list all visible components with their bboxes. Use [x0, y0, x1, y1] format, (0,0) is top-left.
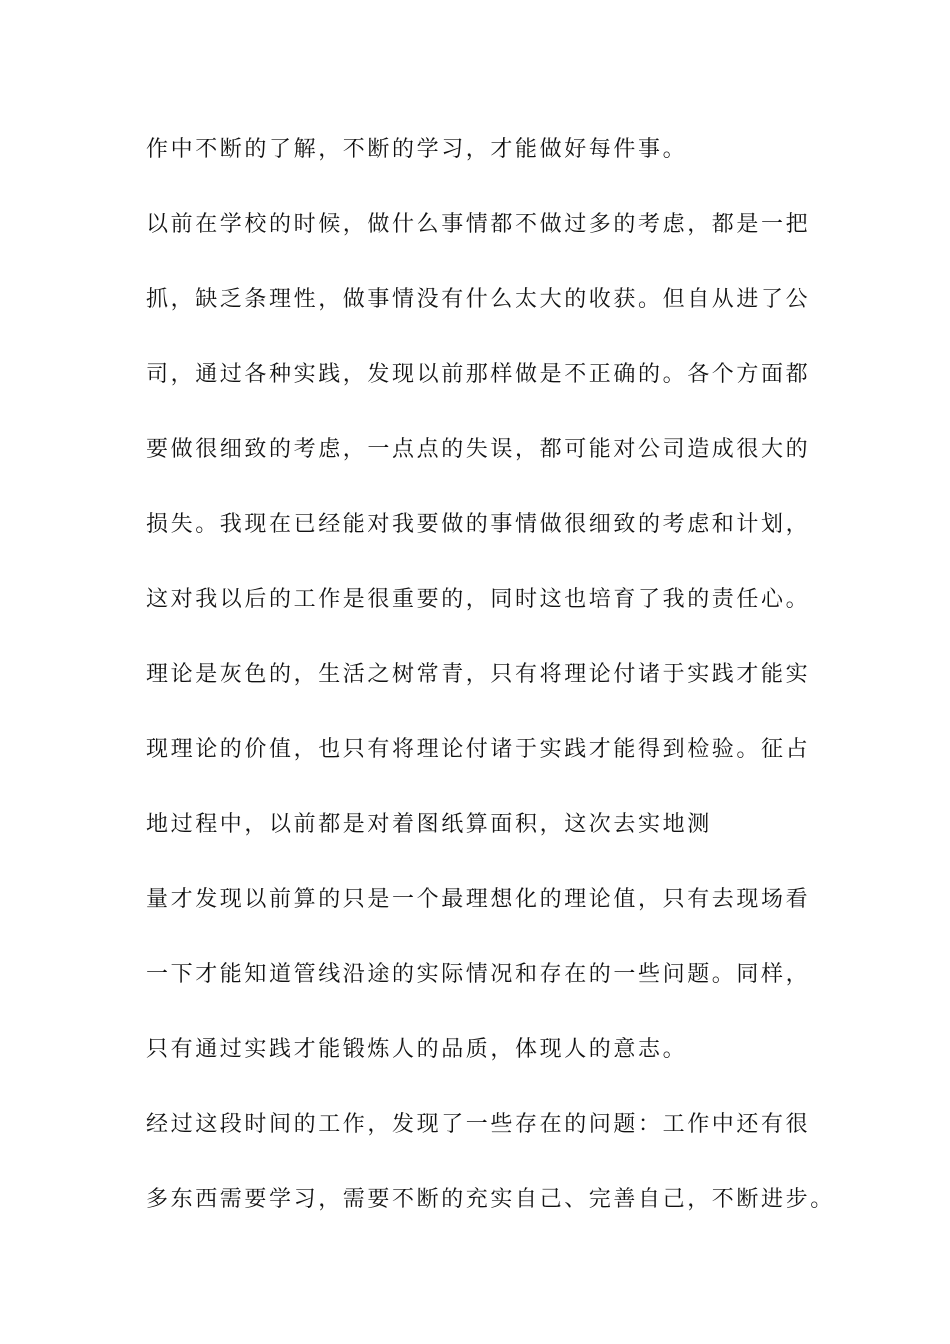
text-line: 量才发现以前算的只是一个最理想化的理论值，只有去现场看 — [146, 887, 811, 912]
text-line: 经过这段时间的工作，发现了一些存在的问题：工作中还有很 — [146, 1112, 811, 1137]
text-line: 要做很细致的考虑，一点点的失误，都可能对公司造成很大的 — [146, 437, 811, 462]
text-line: 地过程中，以前都是对着图纸算面积，这次去实地测 — [146, 812, 712, 837]
text-line: 损失。我现在已经能对我要做的事情做很细致的考虑和计划， — [146, 512, 811, 537]
text-line: 理论是灰色的，生活之树常青，只有将理论付诸于实践才能实 — [146, 662, 811, 687]
text-line: 多东西需要学习，需要不断的充实自己、完善自己，不断进步。 — [146, 1187, 835, 1212]
text-line: 司，通过各种实践，发现以前那样做是不正确的。各个方面都 — [146, 362, 811, 387]
text-line: 抓，缺乏条理性，做事情没有什么太大的收获。但自从进了公 — [146, 287, 811, 312]
text-line: 只有通过实践才能锻炼人的品质，体现人的意志。 — [146, 1037, 688, 1062]
text-line: 现理论的价值，也只有将理论付诸于实践才能得到检验。征占 — [146, 737, 811, 762]
text-line: 一下才能知道管线沿途的实际情况和存在的一些问题。同样， — [146, 962, 811, 987]
text-line: 作中不断的了解，不断的学习，才能做好每件事。 — [146, 137, 688, 162]
text-line: 这对我以后的工作是很重要的，同时这也培育了我的责任心。 — [146, 587, 811, 612]
text-line: 以前在学校的时候，做什么事情都不做过多的考虑，都是一把 — [146, 212, 811, 237]
